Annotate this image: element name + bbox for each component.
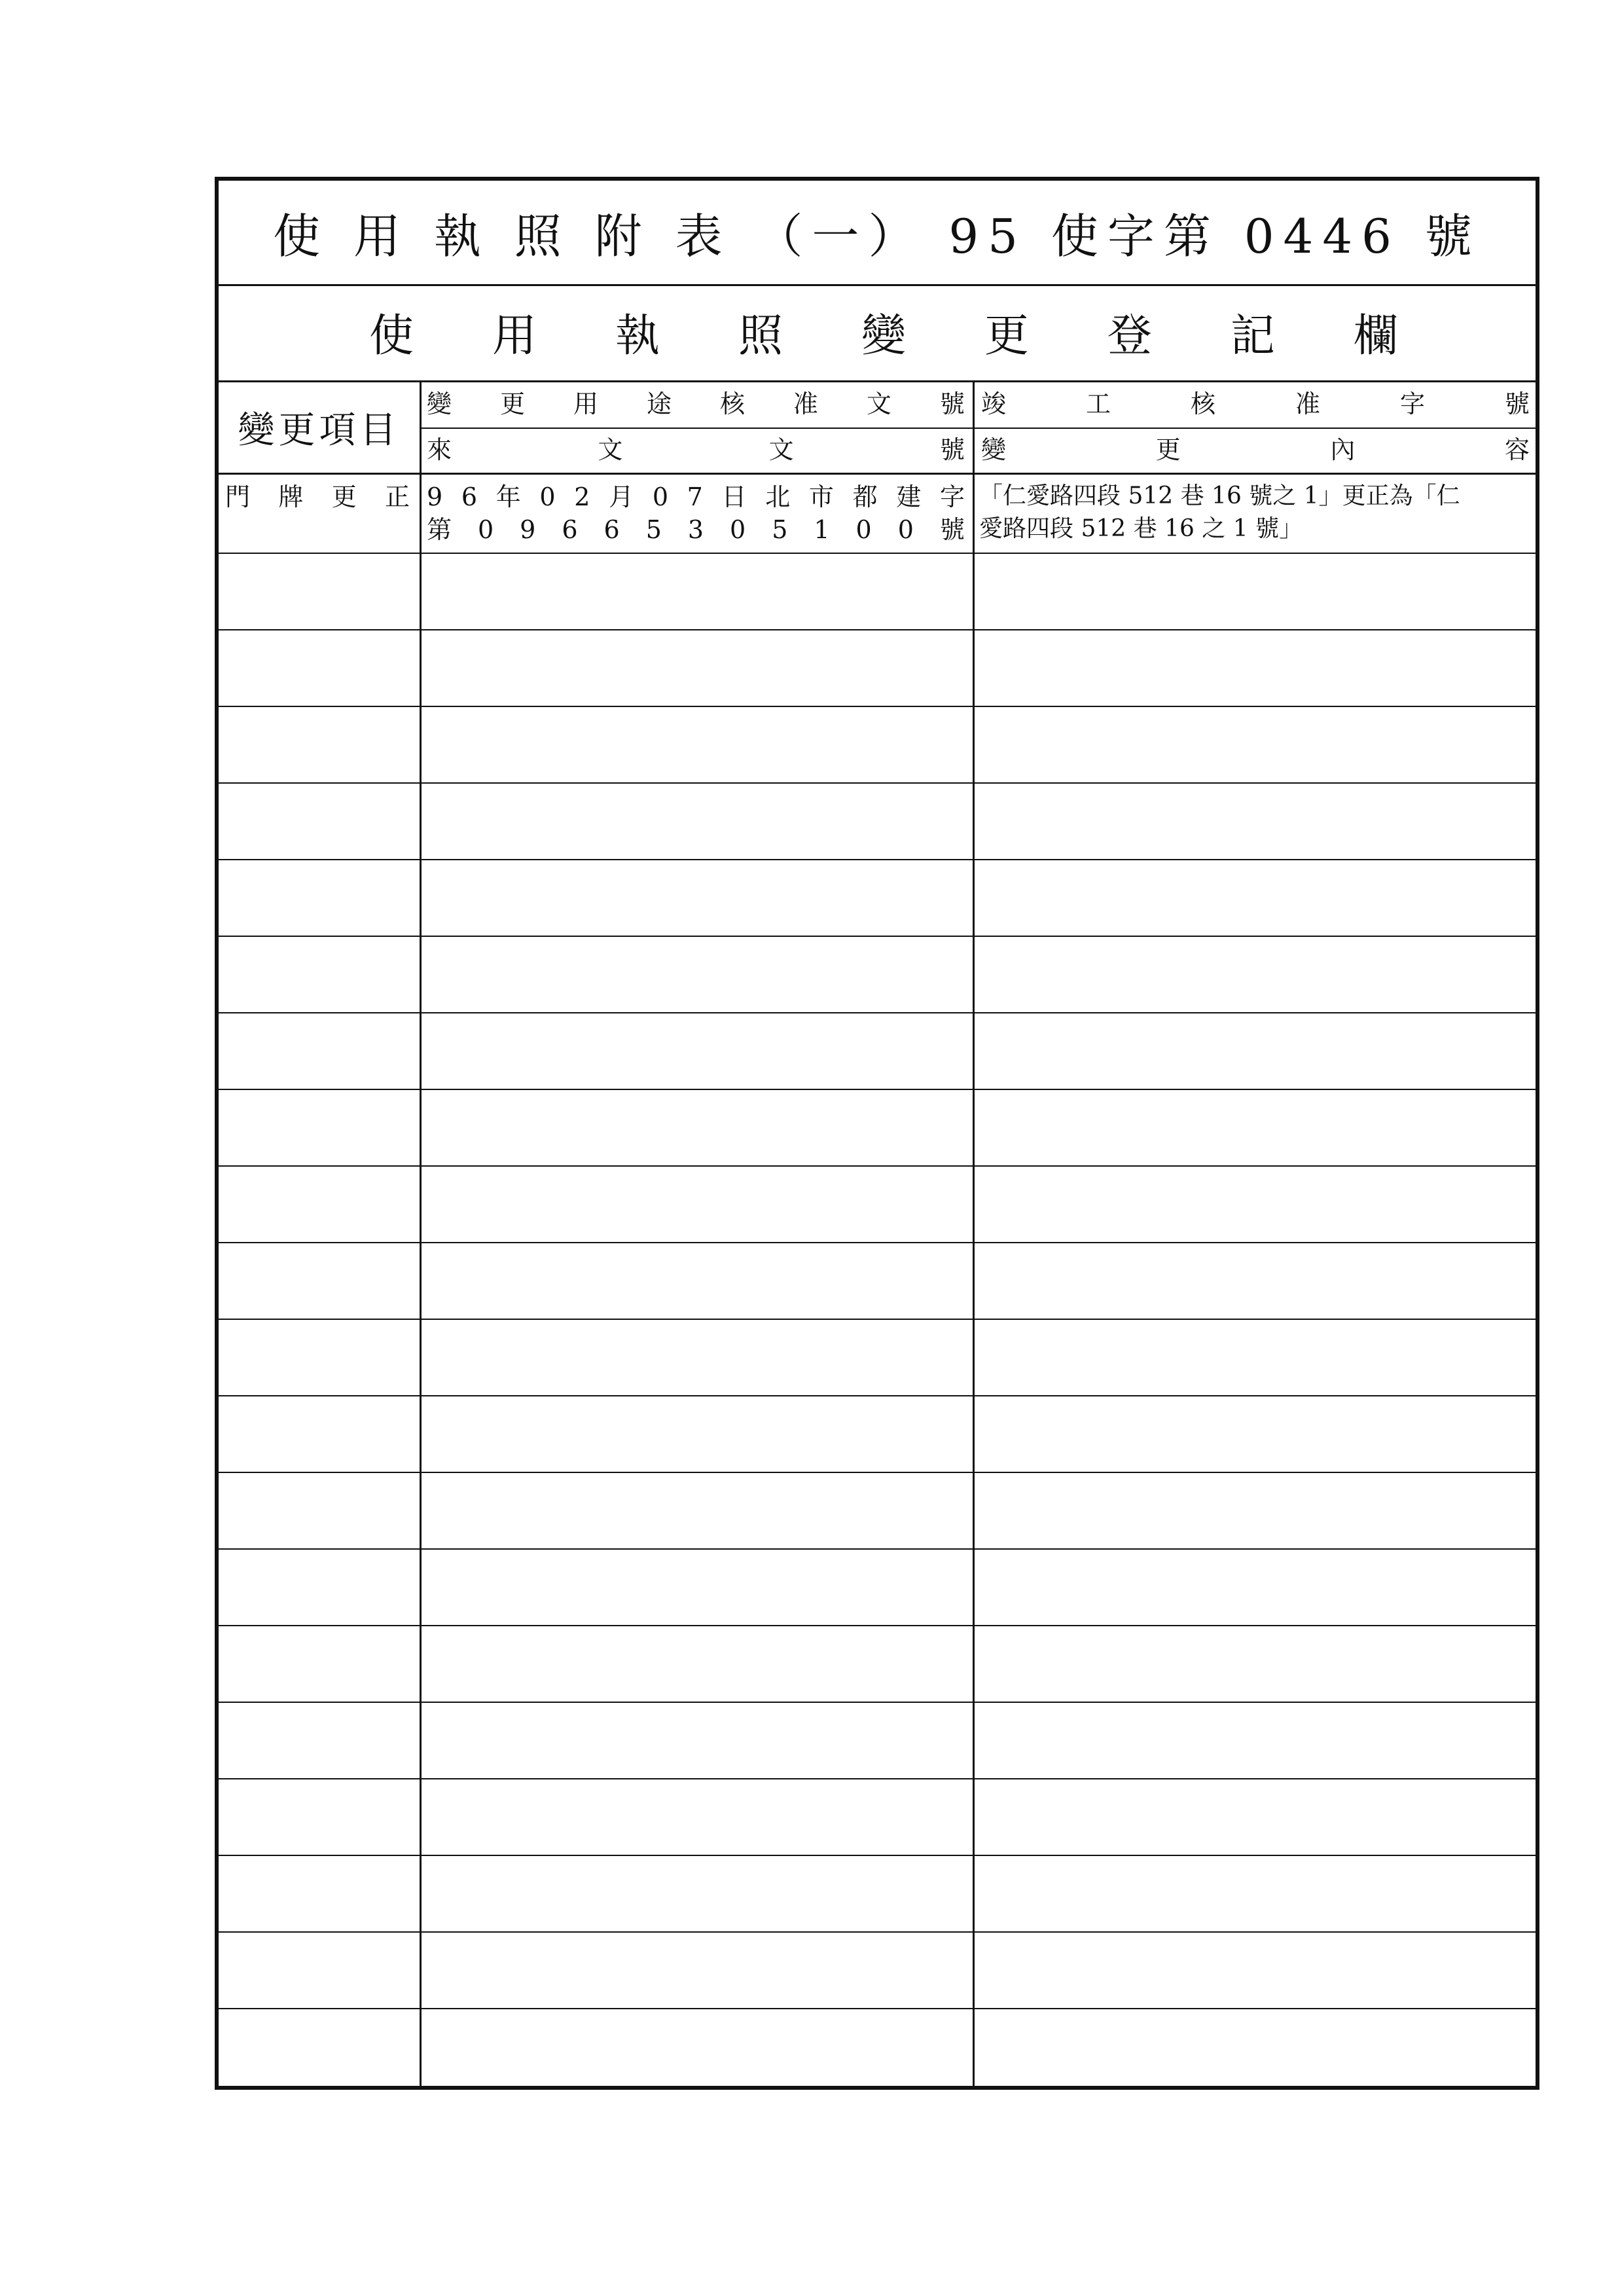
header-char: 准 [793, 390, 818, 418]
subtitle-char: 變 [861, 310, 906, 362]
header-char: 准 [1295, 390, 1320, 418]
row-char: 日 [721, 483, 747, 511]
header-change-item [219, 382, 420, 473]
row-char: 0 [652, 483, 668, 511]
header-char: 核 [1190, 390, 1215, 418]
row-char: 都 [852, 483, 878, 511]
row-change-content-line1: 「仁愛路四段 512 巷 16 號之 1」更正為「仁 [979, 483, 1460, 509]
table-row-line [219, 1395, 1536, 1396]
row-char: 更 [331, 483, 357, 511]
row-char: 5 [645, 515, 662, 544]
row-char: 第 [427, 515, 452, 544]
table-row-line [219, 1625, 1536, 1626]
subtitle-char: 記 [1230, 310, 1275, 362]
row-char: 2 [574, 483, 590, 511]
header-char: 文 [768, 435, 794, 464]
section-subtitle [219, 284, 1536, 382]
header-change-item-label: 變更項目 [238, 409, 401, 452]
subtitle-char: 登 [1107, 310, 1152, 362]
document-title-text: 使 用 執 照 附 表 （一） 95 使字第 0446 號 [273, 209, 1481, 264]
table-row-line [219, 859, 1536, 860]
usage-license-appendix-sheet [215, 177, 1539, 2090]
subtitle-char: 使 [369, 310, 414, 362]
row-char: 門 [225, 483, 251, 511]
header-char: 途 [646, 390, 672, 418]
row-change-content-line2: 愛路四段 512 巷 16 之 1 號」 [979, 515, 1303, 542]
header-completion-approval-no [981, 392, 1530, 416]
row-char: 號 [939, 515, 965, 544]
header-bottom-line [219, 473, 1536, 475]
row-char: 年 [495, 483, 521, 511]
row-char: 正 [384, 483, 410, 511]
row-char: 5 [772, 515, 788, 544]
table-row-line [219, 629, 1536, 630]
table-row-line [219, 1548, 1536, 1550]
header-char: 工 [1085, 390, 1111, 418]
header-char: 容 [1504, 435, 1530, 464]
subtitle-char: 欄 [1353, 310, 1398, 362]
row-char: 9 [427, 483, 443, 511]
table-row-line [219, 936, 1536, 937]
header-char: 竣 [981, 390, 1007, 418]
row-char: 北 [765, 483, 791, 511]
row-char: 字 [939, 483, 965, 511]
row-char: 0 [478, 515, 494, 544]
table-row-line [219, 1472, 1536, 1473]
table-row-line [219, 1242, 1536, 1243]
subtitle-char: 更 [984, 310, 1029, 362]
column-divider [420, 382, 422, 2086]
table-row-line [219, 1165, 1536, 1167]
subtitle-char: 用 [492, 310, 537, 362]
table-row-line [219, 1778, 1536, 1779]
row-char: 市 [808, 483, 834, 511]
row-char: 月 [609, 483, 634, 511]
row-char: 6 [603, 515, 620, 544]
row-char: 6 [562, 515, 578, 544]
row-char: 3 [687, 515, 704, 544]
row-char: 0 [539, 483, 556, 511]
header-char: 變 [981, 435, 1007, 464]
row-char: 0 [730, 515, 746, 544]
header-char: 內 [1330, 435, 1356, 464]
header-char: 核 [719, 390, 745, 418]
header-char: 文 [598, 435, 623, 464]
table-row-line [219, 553, 1536, 554]
header-char: 字 [1399, 390, 1425, 418]
document-title [219, 181, 1536, 286]
table-row-line [219, 1089, 1536, 1090]
row-item-door-number-correction [225, 484, 410, 509]
row-char: 牌 [278, 483, 304, 511]
row-char: 建 [896, 483, 922, 511]
header-divider [420, 428, 1536, 429]
row-char: 6 [461, 483, 478, 511]
header-char: 更 [1155, 435, 1181, 464]
header-char: 號 [939, 435, 965, 464]
table-row-line [219, 1855, 1536, 1856]
row-char: 1 [814, 515, 830, 544]
subtitle-char: 照 [738, 310, 783, 362]
table-row-line [219, 1012, 1536, 1013]
table-row-line [219, 782, 1536, 784]
row-incoming-doc-date [427, 484, 965, 509]
change-registration-table [219, 382, 1536, 2086]
row-char: 7 [687, 483, 703, 511]
row-char: 0 [855, 515, 872, 544]
table-row-line [219, 1319, 1536, 1320]
header-char: 用 [573, 390, 598, 418]
header-char: 變 [427, 390, 452, 418]
row-incoming-doc-number [427, 517, 965, 542]
row-char: 9 [520, 515, 536, 544]
table-row-line [219, 2008, 1536, 2009]
row-char: 0 [897, 515, 914, 544]
header-approval-doc-no [427, 392, 965, 416]
table-row-line [219, 706, 1536, 707]
header-char: 來 [427, 435, 452, 464]
header-char: 文 [866, 390, 891, 418]
header-char: 更 [499, 390, 525, 418]
column-divider [973, 382, 975, 2086]
subtitle-char: 執 [615, 310, 660, 362]
header-change-content [981, 437, 1530, 462]
header-char: 號 [1504, 390, 1530, 418]
table-row-line [219, 1931, 1536, 1933]
table-row-line [219, 1702, 1536, 1703]
header-incoming-doc-no [427, 437, 965, 462]
header-char: 號 [939, 390, 965, 418]
